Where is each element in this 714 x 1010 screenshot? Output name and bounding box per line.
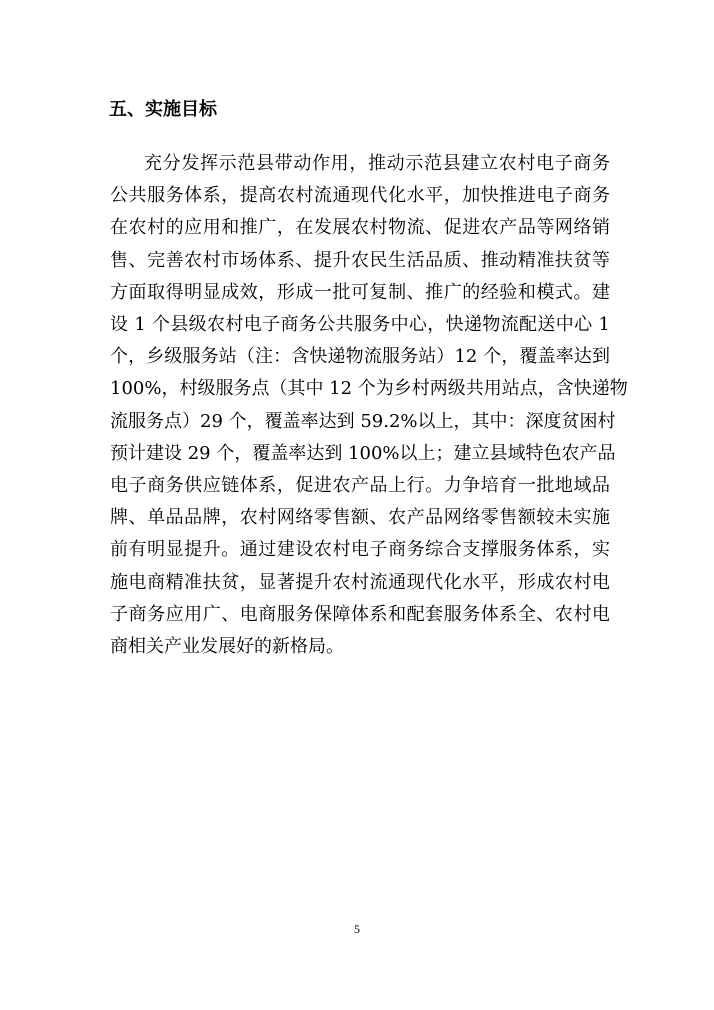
paragraph-line: 设 1 个县级农村电子商务公共服务中心，快递物流配送中心 1 bbox=[110, 314, 610, 336]
paragraph-line: 个，乡级服务站（注：含快递物流服务站）12 个，覆盖率达到 bbox=[110, 346, 610, 368]
page-number: 5 bbox=[354, 922, 360, 936]
paragraph-line: 方面取得明显成效，形成一批可复制、推广的经验和模式。建 bbox=[110, 281, 610, 303]
paragraph-line: 电子商务供应链体系，促进农产品上行。力争培育一批地域品 bbox=[110, 475, 610, 497]
paragraph-line: 牌、单品品牌，农村网络零售额、农产品网络零售额较未实施 bbox=[110, 507, 610, 529]
paragraph-line: 100%，村级服务点（其中 12 个为乡村两级共用站点，含快递物 bbox=[110, 378, 628, 400]
paragraph-line: 售、完善农村市场体系、提升农民生活品质、推动精准扶贫等 bbox=[110, 249, 610, 271]
paragraph-line: 商相关产业发展好的新格局。 bbox=[110, 636, 344, 658]
paragraph-line: 子商务应用广、电商服务保障体系和配套服务体系全、农村电 bbox=[110, 603, 610, 625]
section-heading: 五、实施目标 bbox=[109, 99, 217, 120]
paragraph-line: 公共服务体系，提高农村流通现代化水平，加快推进电子商务 bbox=[110, 185, 610, 207]
paragraph-line: 前有明显提升。通过建设农村电子商务综合支撑服务体系，实 bbox=[110, 539, 610, 561]
body-paragraph bbox=[110, 148, 628, 663]
paragraph-line: 预计建设 29 个，覆盖率达到 100%以上；建立县域特色农产品 bbox=[110, 442, 616, 464]
paragraph-line: 施电商精准扶贫，显著提升农村流通现代化水平，形成农村电 bbox=[110, 571, 610, 593]
paragraph-line: 在农村的应用和推广，在发展农村物流、促进农产品等网络销 bbox=[110, 217, 610, 239]
paragraph-line: 充分发挥示范县带动作用，推动示范县建立农村电子商务 bbox=[144, 153, 610, 174]
paragraph-line: 流服务点）29 个，覆盖率达到 59.2%以上，其中：深度贫困村 bbox=[110, 410, 616, 432]
